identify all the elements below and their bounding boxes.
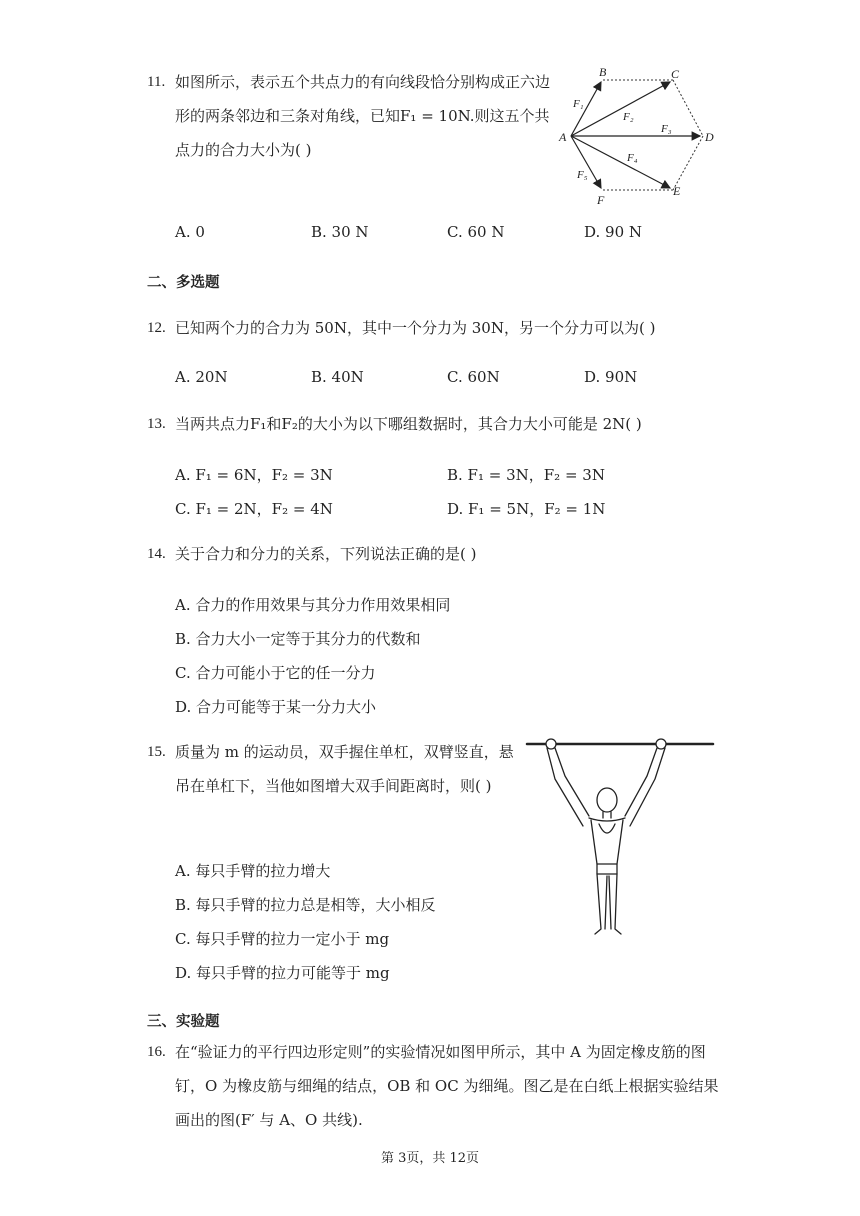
question-stem: 当两共点力F₁和F₂的大小为以下哪组数据时，其合力大小可能是 2N( ) <box>175 415 642 433</box>
option-a: A. 20N <box>175 368 228 386</box>
option-c: C. 60N <box>447 368 500 386</box>
force-label: F₄ <box>627 152 638 164</box>
question-number: 15. <box>147 744 166 760</box>
force-label: F₅ <box>577 169 588 181</box>
option-a: A. 0 <box>175 223 205 241</box>
option-d: D. 90 N <box>584 223 643 241</box>
vertex-label: B <box>599 65 607 79</box>
section-heading: 二、多选题 <box>147 274 220 291</box>
option-b: B. 每只手臂的拉力总是相等，大小相反 <box>175 896 436 914</box>
force-label: F₁ <box>573 98 584 110</box>
hexagon-force-diagram <box>555 62 720 210</box>
vertex-label: C <box>671 67 680 81</box>
option-a: A. F₁ = 6N，F₂ = 3N <box>175 466 333 484</box>
option-d: D. 合力可能等于某一分力大小 <box>175 698 377 716</box>
vertex-label: A <box>559 130 567 144</box>
vertex-label: E <box>673 184 681 198</box>
question-stem-line: 画出的图(F′ 与 A、O 共线). <box>175 1111 363 1129</box>
option-c: C. 60 N <box>447 223 505 241</box>
option-b: B. 合力大小一定等于其分力的代数和 <box>175 630 421 648</box>
question-stem-line: 形的两条邻边和三条对角线，已知F₁ = 10N.则这五个共 <box>175 107 550 125</box>
option-b: B. 30 N <box>311 223 369 241</box>
vertex-label: D <box>705 130 714 144</box>
question-stem-line: 点力的合力大小为( ) <box>175 141 312 159</box>
option-b: B. 40N <box>311 368 364 386</box>
question-stem: 关于合力和分力的关系，下列说法正确的是( ) <box>175 545 477 563</box>
question-number: 11. <box>147 74 166 90</box>
option-c: C. 合力可能小于它的任一分力 <box>175 664 376 682</box>
question-number: 13. <box>147 416 166 432</box>
vertex-label: F <box>597 193 605 207</box>
question-stem-line: 吊在单杠下，当他如图增大双手间距离时，则( ) <box>175 777 492 795</box>
question-stem: 已知两个力的合力为 50N，其中一个分力为 30N，另一个分力可以为( ) <box>175 319 656 337</box>
option-d: D. 每只手臂的拉力可能等于 mg <box>175 964 390 982</box>
question-stem-line: 质量为 m 的运动员，双手握住单杠，双臂竖直，悬 <box>175 743 514 761</box>
option-b: B. F₁ = 3N，F₂ = 3N <box>447 466 605 484</box>
option-d: D. F₁ = 5N，F₂ = 1N <box>447 500 606 518</box>
question-stem-line: 如图所示，表示五个共点力的有向线段恰分别构成正六边 <box>175 73 551 91</box>
page-footer: 第 3页，共 12页 <box>380 1151 480 1166</box>
option-c: C. F₁ = 2N，F₂ = 4N <box>175 500 333 518</box>
question-number: 14. <box>147 546 166 562</box>
question-number: 12. <box>147 320 166 336</box>
option-c: C. 每只手臂的拉力一定小于 mg <box>175 930 390 948</box>
question-stem-line: 在“验证力的平行四边形定则”的实验情况如图甲所示，其中 A 为固定橡皮筋的图 <box>175 1043 706 1061</box>
force-label: F₂ <box>623 111 634 123</box>
section-heading: 三、实验题 <box>147 1013 220 1030</box>
option-a: A. 每只手臂的拉力增大 <box>175 862 331 880</box>
option-a: A. 合力的作用效果与其分力作用效果相同 <box>175 596 451 614</box>
option-d: D. 90N <box>584 368 638 386</box>
question-number: 16. <box>147 1044 166 1060</box>
question-stem-line: 钉，O 为橡皮筋与细绳的结点，OB 和 OC 为细绳。图乙是在白纸上根据实验结果 <box>175 1077 719 1095</box>
force-label: F₃ <box>661 123 672 135</box>
gymnast-figure <box>525 734 715 939</box>
